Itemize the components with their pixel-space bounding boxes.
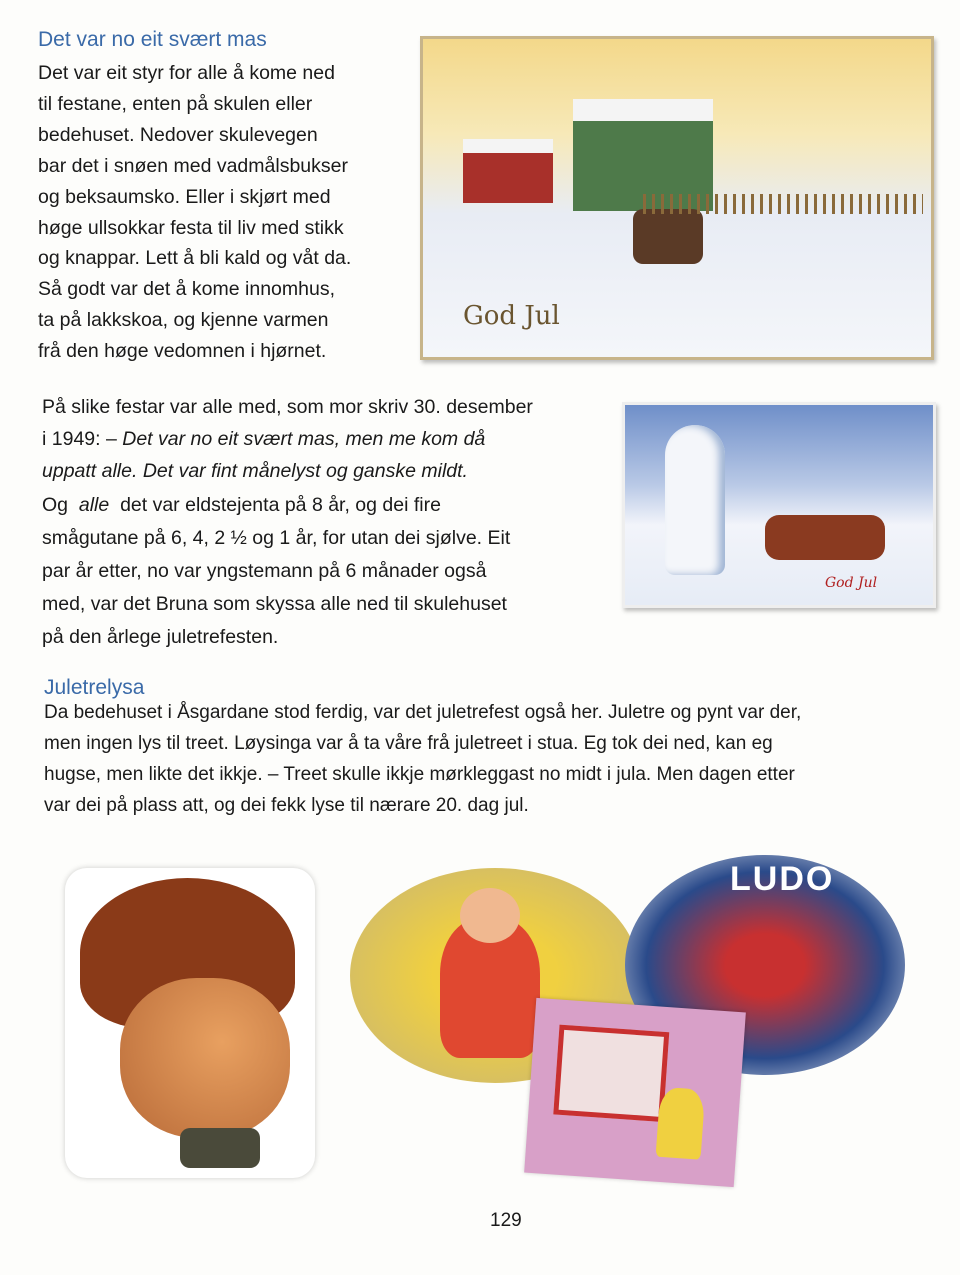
quote-text: Det var no eit svært mas, men me kom då: [122, 428, 486, 450]
text-line: til festane, enten på skulen eller: [38, 92, 313, 115]
text-line: uppatt alle. Det var fint månelyst og ganske mildt.: [42, 460, 468, 482]
text-line: og beksaumsko. Eller i skjørt med: [38, 185, 331, 208]
text-line: [42, 494, 590, 517]
text: det var eldstejenta på 8 år, og dei fire: [120, 494, 441, 516]
text-line: ta på lakkskoa, og kjenne varmen: [38, 309, 329, 332]
postcard-caption: God Jul: [825, 575, 878, 591]
text-line: Så godt var det å kome innomhus,: [38, 278, 336, 301]
horse-sleigh-image: [633, 209, 703, 264]
emphasis-text: alle: [78, 494, 110, 516]
text-line: smågutane på 6, 4, 2 ½ og 1 år, for utan dei sjølve. Eit: [42, 527, 511, 549]
postcard-god-jul-farm: [420, 36, 934, 360]
text-line: par år etter, no var yngstemann på 6 månader også: [42, 560, 487, 582]
radio-children-illustration: [524, 998, 746, 1187]
horse-sleigh-image: [765, 515, 885, 560]
heading-det-var-no: Det var no eit svært mas: [38, 28, 267, 51]
text: i 1949: –: [42, 428, 123, 450]
heading-juletrelysa: Juletrelysa: [44, 676, 145, 699]
page-number: 129: [490, 1210, 522, 1231]
text-line: På slike festar var alle med, som mor skriv 30. desember: [42, 396, 533, 418]
text-line: med, var det Bruna som skyssa alle ned til skulehuset: [42, 593, 507, 615]
text-line: frå den høge vedomnen i hjørnet.: [38, 340, 327, 363]
text-line: bar det i snøen med vadmålsbukser: [38, 154, 348, 177]
text-line: og knappar. Lett å bli kald og våt da.: [38, 247, 352, 270]
text-line: høge ullsokkar festa til liv med stikk: [38, 216, 344, 239]
text-line: men ingen lys til treet. Løysinga var å ta våre frå juletreet i stua. Eg tok dei ned, kan eg: [44, 733, 773, 754]
barn-image: [463, 139, 553, 203]
doll-head-photo: [65, 868, 315, 1178]
text-line: var dei på plass att, og dei fekk lyse til nærare 20. dag jul.: [44, 795, 529, 816]
ludo-title: LUDO: [730, 860, 835, 898]
postcard-god-jul-sleigh: [622, 402, 936, 608]
text-line: Da bedehuset i Åsgardane stod ferdig, var det juletrefest også her. Juletre og pynt var der,: [44, 702, 802, 723]
text-line: [42, 428, 590, 451]
text-line: bedehuset. Nedover skulevegen: [38, 123, 318, 146]
text-line: Det var eit styr for alle å kome ned: [38, 62, 335, 84]
text: Og: [42, 494, 69, 516]
snowy-tree-image: [665, 425, 725, 575]
text-line: på den årlege juletrefesten.: [42, 626, 279, 648]
postcard-caption: God Jul: [463, 301, 560, 331]
fence-image: [643, 194, 923, 214]
text-line: hugse, men likte det ikkje. – Treet skulle ikkje mørkleggast no midt i jula. Men dagen etter: [44, 764, 795, 785]
